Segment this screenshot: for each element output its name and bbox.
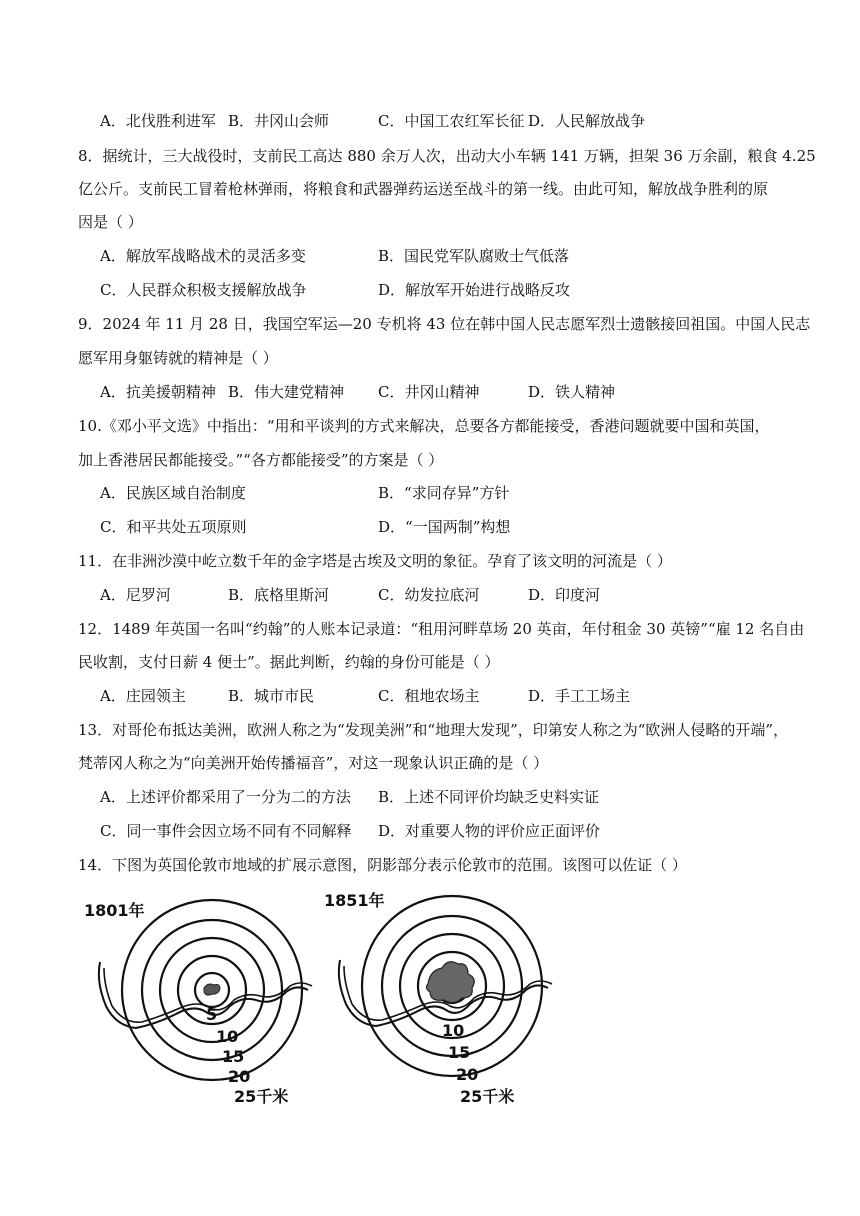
q7-option-b[interactable]: B．井冈山会师	[228, 112, 330, 130]
q9-option-a[interactable]: A．抗美援朝精神	[100, 383, 216, 401]
map2-ring-label-25: 25千米	[460, 1087, 515, 1106]
map2-city-shading	[426, 962, 474, 1003]
q13-stem-line-2: 梵蒂冈人称之为“向美洲开始传播福音”，对这一现象认识正确的是（ ）	[78, 754, 549, 772]
map2-ring-label-15: 15	[448, 1043, 471, 1062]
map2-ring-label-20: 20	[456, 1065, 479, 1084]
q10-option-d[interactable]: D．“一国两制”构想	[378, 518, 511, 536]
q11-stem-line-1: 11．在非洲沙漠中屹立数千年的金字塔是古埃及文明的象征。孕育了该文明的河流是（ ）	[78, 552, 672, 570]
q7-option-d[interactable]: D．人民解放战争	[528, 112, 646, 130]
q12-option-c[interactable]: C．租地农场主	[378, 687, 480, 705]
q10-option-a[interactable]: A．民族区域自治制度	[100, 484, 246, 502]
q10-option-b[interactable]: B．“求同存异”方针	[378, 484, 510, 502]
map1-city-shading	[204, 984, 220, 995]
q8-option-b[interactable]: B．国民党军队腐败士气低落	[378, 247, 570, 265]
q12-stem-line-1: 12．1489 年英国一名叫“约翰”的人账本记录道：“租用河畔草场 20 英亩，年付租金 30 英镑”“雇 12 名自由	[78, 620, 805, 638]
q11-option-c[interactable]: C．幼发拉底河	[378, 586, 480, 604]
q13-option-c[interactable]: C．同一事件会因立场不同有不同解释	[100, 822, 352, 840]
q7-option-c[interactable]: C．中国工农红军长征	[378, 112, 525, 130]
q13-option-a[interactable]: A．上述评价都采用了一分为二的方法	[100, 788, 351, 806]
q10-stem-line-1: 10.《邓小平文选》中指出：“用和平谈判的方式来解决，总要各方都能接受，香港问题就要中国和英国，	[78, 417, 770, 435]
map1-ring-label-25: 25千米	[234, 1087, 289, 1106]
q8-option-a[interactable]: A．解放军战略战术的灵活多变	[100, 247, 306, 265]
q12-option-b[interactable]: B．城市市民	[228, 687, 315, 705]
q11-option-b[interactable]: B．底格里斯河	[228, 586, 330, 604]
map1-ring-label-5: 5	[206, 1005, 218, 1024]
q10-stem-line-2: 加上香港居民都能接受。”“各方都能接受”的方案是（ ）	[78, 451, 444, 469]
map1-year-label: 1801年	[84, 901, 145, 920]
map-1801	[84, 900, 312, 1106]
q12-stem-line-2: 民收割，支付日薪 4 便士”。据此判断，约翰的身份可能是（ ）	[78, 653, 500, 671]
q10-option-c[interactable]: C．和平共处五项原则	[100, 518, 247, 536]
q14-stem-line-1: 14．下图为英国伦敦市地域的扩展示意图，阴影部分表示伦敦市的范围。该图可以佐证（ ）	[78, 856, 687, 874]
q9-option-b[interactable]: B．伟大建党精神	[228, 383, 345, 401]
q9-option-d[interactable]: D．铁人精神	[528, 383, 616, 401]
q8-option-d[interactable]: D．解放军开始进行战略反攻	[378, 281, 571, 299]
q9-stem-line-1: 9．2024 年 11 月 28 日，我国空军运—20 专机将 43 位在韩中国人民志愿军烈士遗骸接回祖国。中国人民志	[78, 315, 811, 333]
q12-option-d[interactable]: D．手工工场主	[528, 687, 631, 705]
london-expansion-figure	[78, 880, 638, 1130]
map2-ring-label-10: 10	[442, 1021, 465, 1040]
map1-ring-label-10: 10	[216, 1027, 239, 1046]
q7-option-a[interactable]: A．北伐胜利进军	[100, 112, 216, 130]
london-maps-svg	[78, 880, 638, 1110]
q11-option-a[interactable]: A．尼罗河	[100, 586, 171, 604]
map1-ring-label-15: 15	[222, 1047, 245, 1066]
map1-ring-label-20: 20	[228, 1067, 251, 1086]
q11-option-d[interactable]: D．印度河	[528, 586, 601, 604]
q8-stem-line-3: 因是（ ）	[78, 213, 143, 231]
q8-option-c[interactable]: C．人民群众积极支援解放战争	[100, 281, 307, 299]
q12-option-a[interactable]: A．庄园领主	[100, 687, 186, 705]
q13-stem-line-1: 13．对哥伦布抵达美洲，欧洲人称之为“发现美洲”和“地理大发现”，印第安人称之为“欧洲人侵略的开端”，	[78, 721, 789, 739]
q8-stem-line-1: 8．据统计，三大战役时，支前民工高达 880 余万人次，出动大小车辆 141 万辆，担架 36 万余副，粮食 4.25	[78, 147, 816, 165]
map-1851	[324, 891, 552, 1106]
q8-stem-line-2: 亿公斤。支前民工冒着枪林弹雨，将粮食和武器弹药运送至战斗的第一线。由此可知，解放战争胜利的原	[78, 180, 769, 198]
q13-option-d[interactable]: D．对重要人物的评价应正面评价	[378, 822, 601, 840]
map2-year-label: 1851年	[324, 891, 385, 910]
q9-option-c[interactable]: C．井冈山精神	[378, 383, 480, 401]
q9-stem-line-2: 愿军用身躯铸就的精神是（ ）	[78, 349, 278, 367]
q13-option-b[interactable]: B．上述不同评价均缺乏史料实证	[378, 788, 600, 806]
